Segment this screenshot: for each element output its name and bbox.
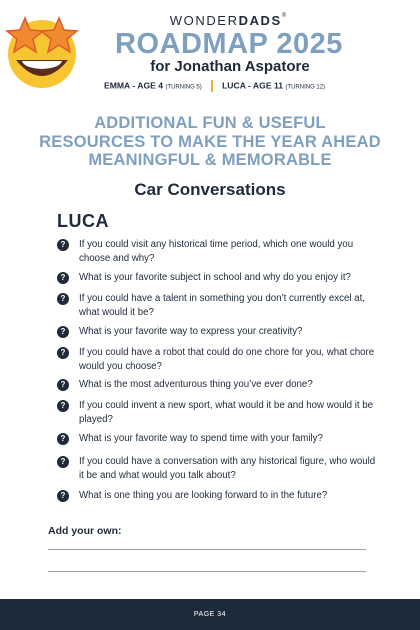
question-text: If you could invent a new sport, what would it be and how would it be played? [79,400,374,425]
question-item [57,489,377,503]
question-text: What is your favorite way to express your creativity? [79,326,303,337]
brand-bold: DADS [238,13,282,28]
kid-note: (TURNING 12) [285,84,326,91]
question-item [57,432,377,446]
write-in-line[interactable] [48,549,366,550]
page-number: PAGE 34 [193,611,227,618]
question-text: If you could have a conversation with any historical figure, who would it be and what would you talk about? [79,456,376,481]
headline [0,114,420,170]
question-mark-icon: ? [57,379,69,391]
headline-line: ADDITIONAL FUN & USEFUL [94,114,326,132]
question-mark-icon: ? [57,326,69,338]
brand-mark: ® [281,13,287,19]
question-mark-icon: ? [57,456,69,468]
brand-logo [0,13,420,28]
question-text: If you could have a robot that could do one chore for you, what chore would you choose? [79,347,375,372]
headline-line: MEANINGFUL & MEMORABLE [88,151,332,169]
question-mark-icon: ? [57,239,69,251]
question-item [57,399,377,427]
question-mark-icon: ? [57,272,69,284]
page-title: ROADMAP 2025 [115,28,343,60]
kids-ages [104,80,325,92]
add-your-own-label: Add your own: [48,525,122,537]
page-subtitle: for Jonathan Aspatore [150,58,310,75]
kids-divider [211,80,213,92]
question-text: If you could visit any historical time period, which one would you choose and why? [79,239,354,264]
question-text: What is the most adventurous thing you’ve ever done? [79,379,313,390]
question-text: What is your favorite way to spend time with your family? [79,433,323,444]
question-mark-icon: ? [57,347,69,359]
write-in-line[interactable] [48,571,366,572]
question-mark-icon: ? [57,490,69,502]
section-title: Car Conversations [134,180,286,199]
kid-name: LUCA - AGE 11 [222,80,284,91]
kid-name: EMMA - AGE 4 [104,80,164,91]
question-mark-icon: ? [57,433,69,445]
person-name: LUCA [57,211,109,231]
question-item [57,346,377,374]
question-item [57,378,377,392]
question-mark-icon: ? [57,400,69,412]
question-text: What is one thing you are looking forward to in the future? [79,490,328,501]
question-item [57,325,377,339]
kid-note: (TURNING 5) [165,84,202,91]
question-item [57,292,377,320]
question-text: If you could have a talent in something you don’t currently excel at, what would it be? [79,293,365,318]
question-item [57,238,377,266]
page-footer [0,599,420,630]
question-item [57,455,377,483]
question-mark-icon: ? [57,293,69,305]
headline-line: RESOURCES TO MAKE THE YEAR AHEAD [39,132,381,151]
brand-light: WONDER [169,13,239,28]
question-item [57,271,377,285]
question-text: What is your favorite subject in school and why do you enjoy it? [79,272,351,283]
